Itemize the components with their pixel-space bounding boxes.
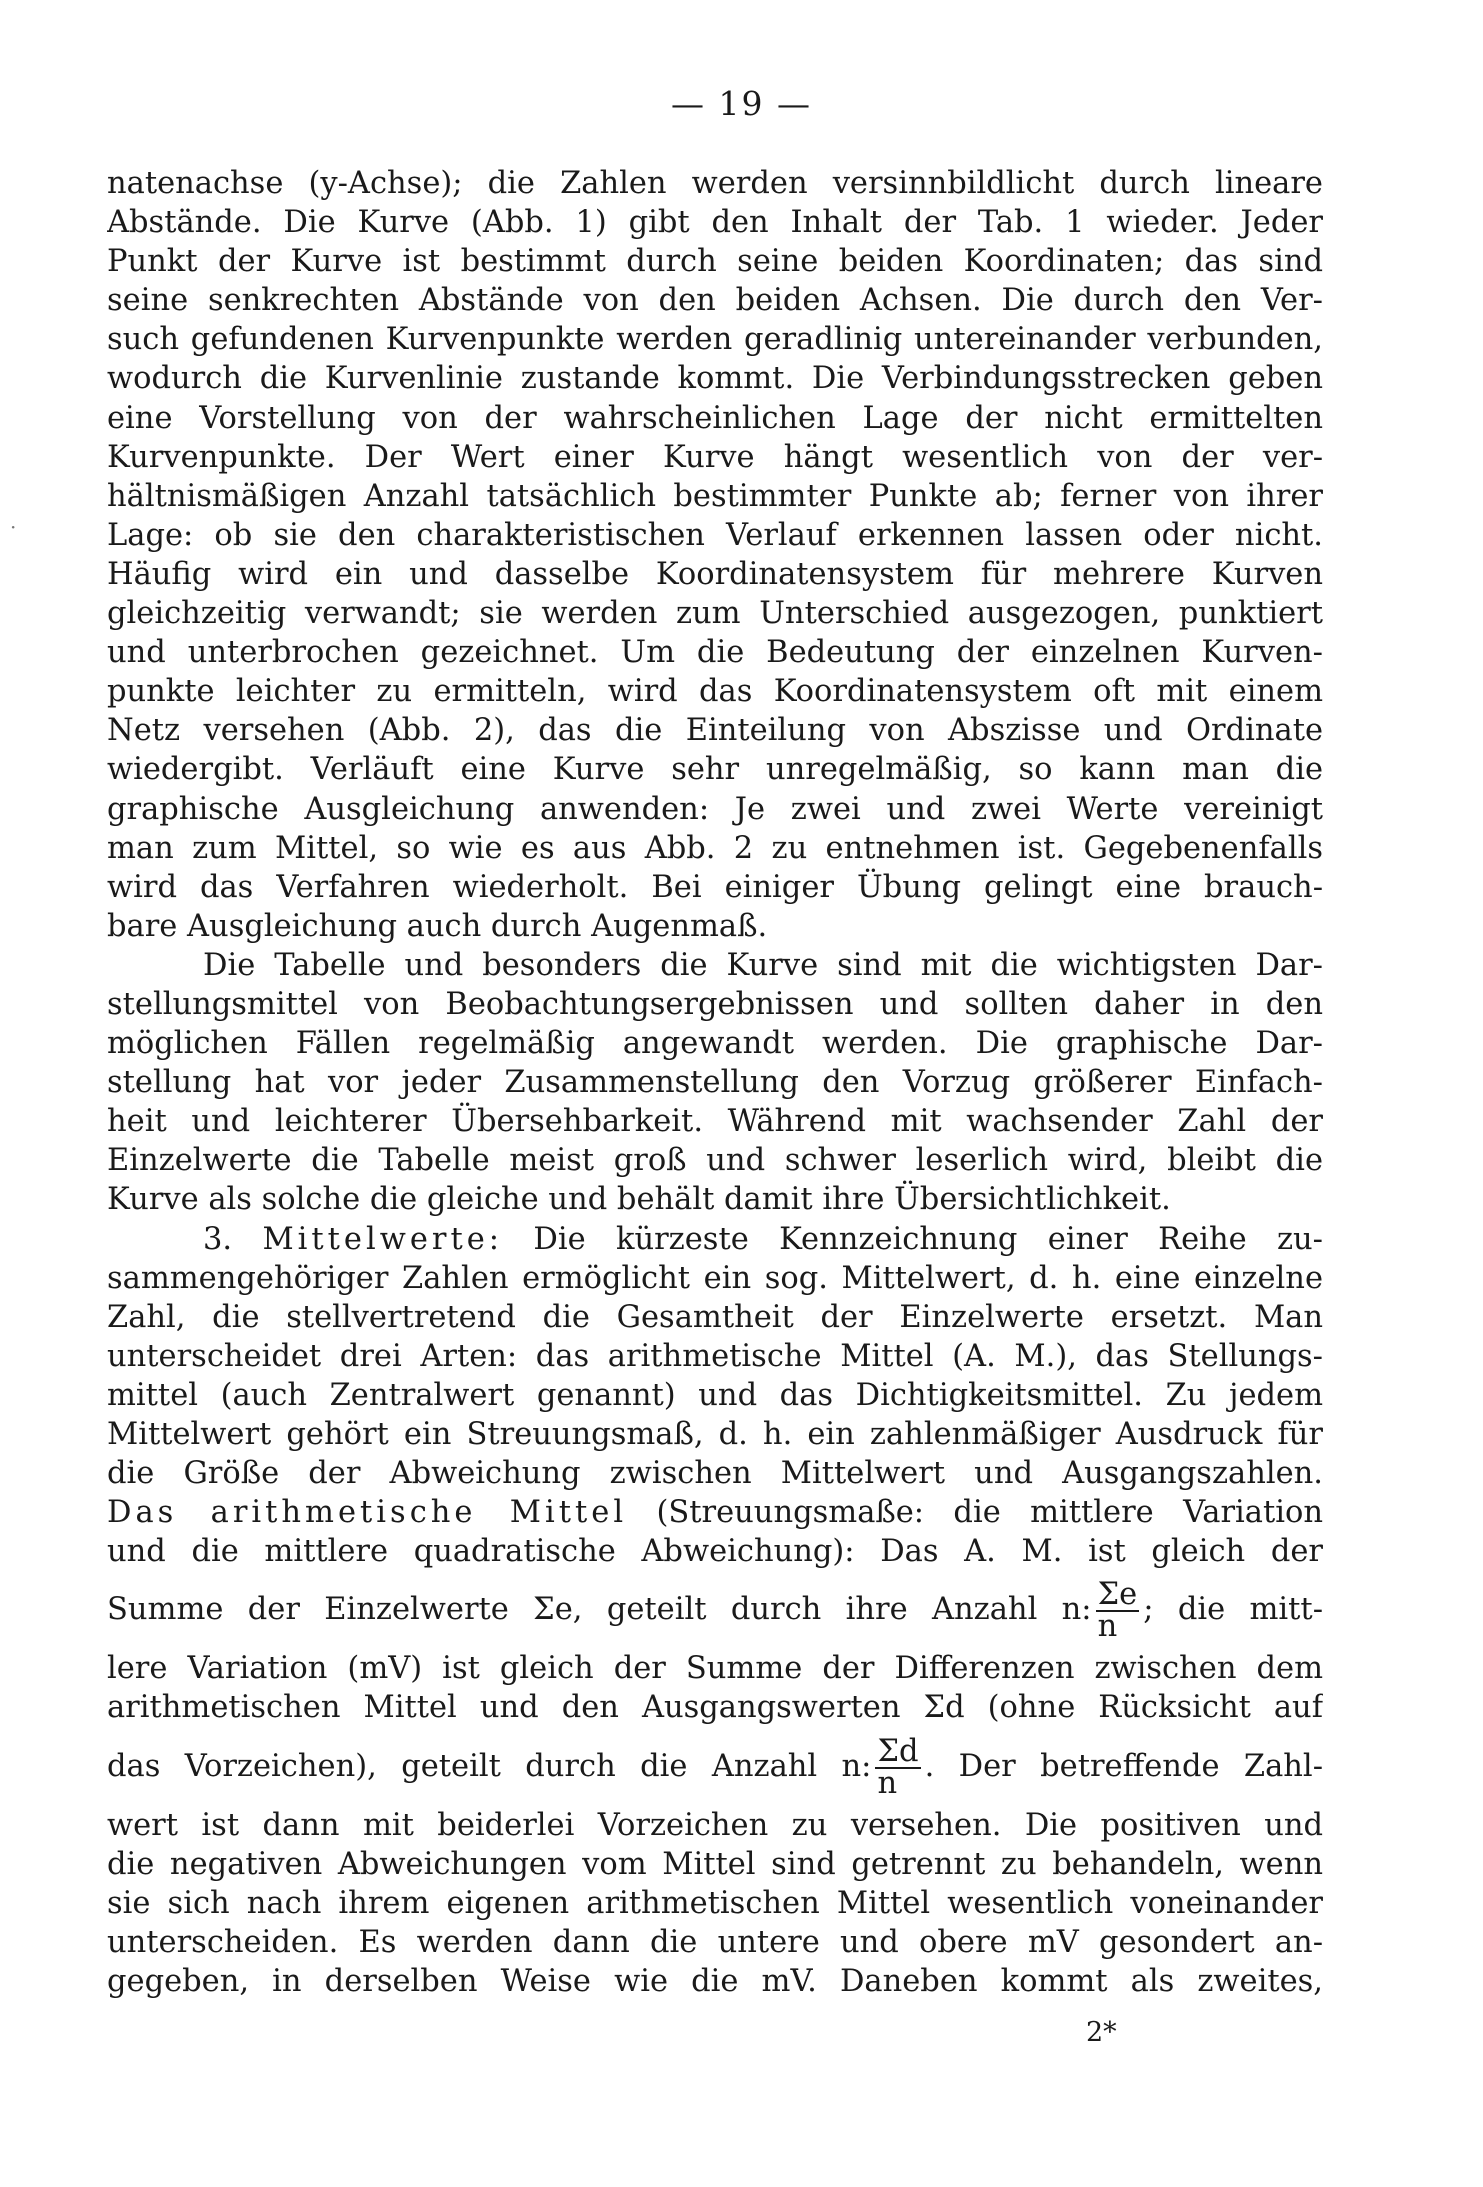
fraction-denominator: n	[1097, 1609, 1118, 1645]
am-term: Das arithmetische Mittel	[107, 1495, 628, 1531]
text-line: hältnismäßigen Anzahl tatsächlich bestimmter Punkte ab; ferner von ihrer	[107, 478, 1323, 514]
text-line: die Größe der Abweichung zwischen Mittelwert und Ausgangszahlen.	[107, 1456, 1323, 1492]
body-text	[107, 164, 1323, 2001]
text-line: gegeben, in derselben Weise wie die mV. Daneben kommt als zweites,	[107, 1963, 1323, 1999]
formula-text-before: das Vorzeichen), geteilt durch die Anzahl n:	[107, 1748, 872, 1784]
text-line: wiedergibt. Verläuft eine Kurve sehr unregelmäßig, so kann man die	[107, 752, 1323, 788]
text-line: graphische Ausgleichung anwenden: Je zwei und zwei Werte vereinigt	[107, 791, 1323, 827]
fraction-numerator: Σd	[877, 1733, 919, 1769]
text-line: arithmetischen Mittel und den Ausgangswerten Σd (ohne Rücksicht auf	[107, 1690, 1323, 1726]
section-title: Mittelwerte:	[262, 1221, 504, 1257]
text-line: mittel (auch Zentralwert genannt) und das Dichtigkeitsmittel. Zu jedem	[107, 1377, 1323, 1413]
text-line: Häufig wird ein und dasselbe Koordinatensystem für mehrere Kurven	[107, 556, 1323, 592]
formula-text-before: Summe der Einzelwerte Σe, geteilt durch ihre Anzahl n:	[107, 1592, 1092, 1628]
text-line: stellung hat vor jeder Zusammenstellung den Vorzug größerer Einfach-	[107, 1065, 1323, 1101]
fraction-denominator: n	[877, 1765, 898, 1801]
formula-line-variation	[107, 1728, 1323, 1806]
text-line: seine senkrechten Abstände von den beiden Achsen. Die durch den Ver-	[107, 283, 1323, 319]
text-line: heit und leichterer Übersehbarkeit. Während mit wachsender Zahl der	[107, 1104, 1323, 1140]
text-line: wert ist dann mit beiderlei Vorzeichen zu versehen. Die positiven und	[107, 1807, 1323, 1843]
text-line: man zum Mittel, so wie es aus Abb. 2 zu entnehmen ist. Gegebenenfalls	[107, 830, 1323, 866]
formula-text-after: ; die mitt-	[1143, 1592, 1323, 1628]
text-line: Punkt der Kurve ist bestimmt durch seine beiden Koordinaten; das sind	[107, 244, 1323, 280]
text-line: gleichzeitig verwandt; sie werden zum Unterschied ausgezogen, punktiert	[107, 596, 1323, 632]
text-line: unterscheiden. Es werden dann die untere und obere mV gesondert an-	[107, 1924, 1323, 1960]
section-text: Die kürzeste Kennzeichnung einer Reihe zu-	[533, 1221, 1323, 1257]
am-heading-line	[107, 1493, 1323, 1532]
text-line: Zahl, die stellvertretend die Gesamtheit der Einzelwerte ersetzt. Man	[107, 1299, 1323, 1335]
text-line: sie sich nach ihrem eigenen arithmetischen Mittel wesentlich voneinander	[107, 1885, 1323, 1921]
text-line: such gefundenen Kurvenpunkte werden geradlinig untereinander verbunden,	[107, 322, 1323, 358]
formula-text-after: . Der betreffende Zahl-	[924, 1748, 1323, 1784]
text-line: Einzelwerte die Tabelle meist groß und schwer leserlich wird, bleibt die	[107, 1143, 1323, 1179]
text-line: Lage: ob sie den charakteristischen Verlauf erkennen lassen oder nicht.	[107, 517, 1323, 553]
text-line: bare Ausgleichung auch durch Augenmaß.	[107, 908, 768, 944]
fraction-numerator: Σe	[1097, 1577, 1138, 1613]
fraction-variation	[875, 1733, 920, 1801]
text-line: wodurch die Kurvenlinie zustande kommt. Die Verbindungsstrecken geben	[107, 361, 1323, 397]
section-3-heading-line	[107, 1220, 1323, 1259]
text-line: möglichen Fällen regelmäßig angewandt werden. Die graphische Dar-	[107, 1026, 1323, 1062]
text-line: Die Tabelle und besonders die Kurve sind mit die wichtigsten Dar-	[203, 947, 1323, 983]
text-line: stellungsmittel von Beobachtungsergebnissen und sollten daher in den	[107, 986, 1323, 1022]
text-line: und unterbrochen gezeichnet. Um die Bedeutung der einzelnen Kurven-	[107, 635, 1323, 671]
text-line: Mittelwert gehört ein Streuungsmaß, d. h. ein zahlenmäßiger Ausdruck für	[107, 1417, 1323, 1452]
text-line: eine Vorstellung von der wahrscheinlichen Lage der nicht ermittelten	[107, 400, 1323, 436]
fraction-mean	[1096, 1577, 1140, 1645]
section-number: 3.	[203, 1221, 233, 1257]
page-number: — 19 —	[671, 84, 812, 123]
text-line: sammengehöriger Zahlen ermöglicht ein sog. Mittelwert, d. h. eine einzelne	[107, 1260, 1323, 1296]
text-line: Kurvenpunkte. Der Wert einer Kurve hängt wesentlich von der ver-	[107, 439, 1323, 475]
text-line: wird das Verfahren wiederholt. Bei einiger Übung gelingt eine brauch-	[107, 869, 1323, 905]
text-line: lere Variation (mV) ist gleich der Summe der Differenzen zwischen dem	[107, 1651, 1323, 1687]
text-line: natenachse (y-Achse); die Zahlen werden versinnbildlicht durch lineare	[107, 166, 1323, 201]
text-line: und die mittlere quadratische Abweichung): Das A. M. ist gleich der	[107, 1534, 1323, 1570]
text-line: die negativen Abweichungen vom Mittel sind getrennt zu behandeln, wenn	[107, 1846, 1323, 1882]
text-line: unterscheidet drei Arten: das arithmetische Mittel (A. M.), das Stellungs-	[107, 1338, 1323, 1374]
formula-line-mean	[107, 1571, 1323, 1649]
text-line: punkte leichter zu ermitteln, wird das Koordinatensystem oft mit einem	[107, 674, 1323, 710]
text-line: Abstände. Die Kurve (Abb. 1) gibt den Inhalt der Tab. 1 wieder. Jeder	[107, 205, 1323, 241]
margin-mark: ·	[10, 515, 17, 539]
text-line: Kurve als solche die gleiche und behält damit ihre Übersichtlichkeit.	[107, 1182, 1171, 1218]
signature-mark: 2*	[1086, 2017, 1117, 2048]
am-text: (Streuungsmaße: die mittlere Variation	[656, 1495, 1323, 1531]
text-line: Netz versehen (Abb. 2), das die Einteilung von Abszisse und Ordinate	[107, 713, 1323, 749]
